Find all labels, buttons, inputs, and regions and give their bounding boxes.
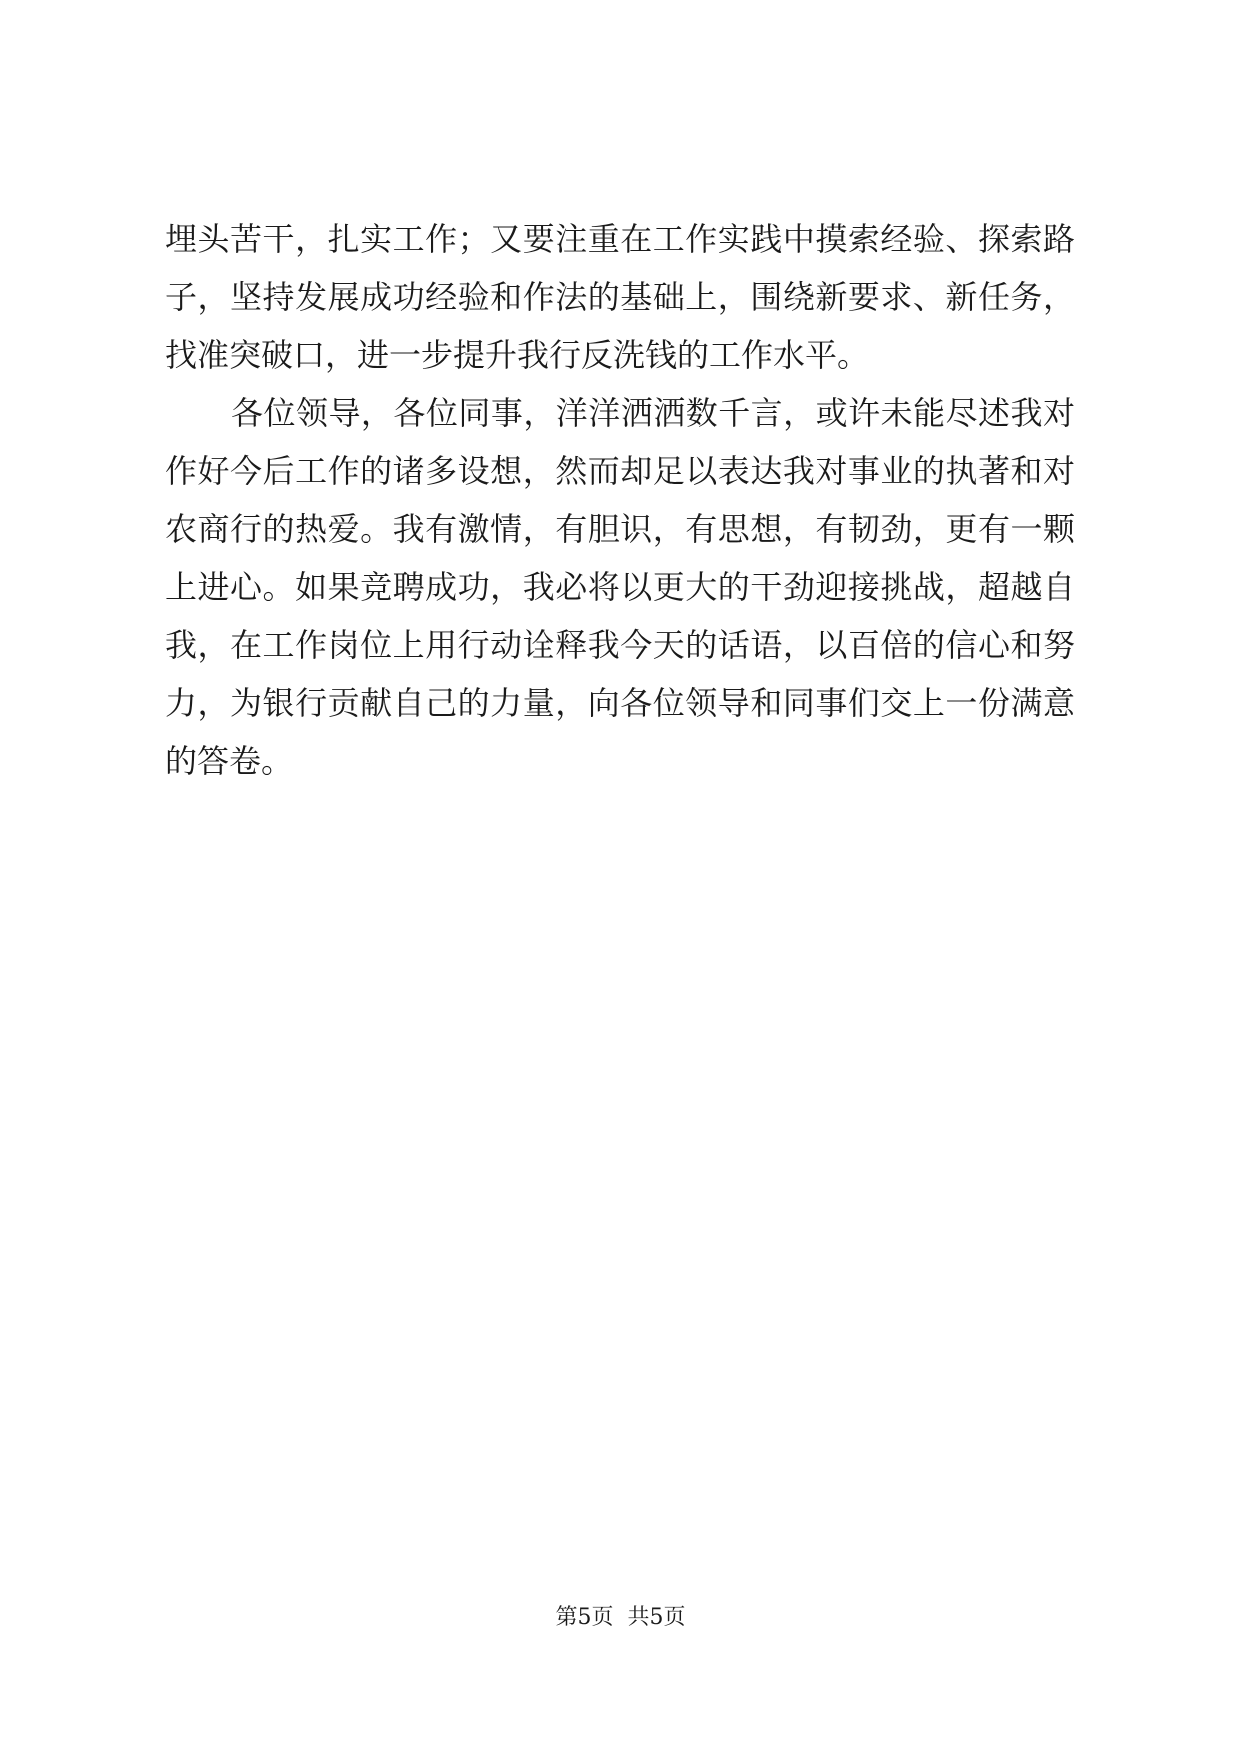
text-line: 我，在工作岗位上用行动诠释我今天的话语，以百倍的信心和努 (165, 626, 1075, 664)
paragraph-first-line: 各位领导，各位同事，洋洋洒洒数千言，或许未能尽述我对 (231, 394, 1075, 432)
text-line: 上进心。如果竞聘成功，我必将以更大的干劲迎接挑战，超越自 (165, 568, 1075, 606)
page-number-total: 共5页 (627, 1605, 686, 1630)
text-line: 子，坚持发展成功经验和作法的基础上，围绕新要求、新任务， (165, 278, 1075, 316)
text-line: 力，为银行贡献自己的力量，向各位领导和同事们交上一份满意 (165, 684, 1075, 722)
document-body (165, 210, 1075, 790)
text-line: 作好今后工作的诸多设想，然而却足以表达我对事业的执著和对 (165, 452, 1075, 490)
text-line: 的答卷。 (165, 742, 294, 780)
text-line: 农商行的热爱。我有激情，有胆识，有思想，有韧劲，更有一颗 (165, 510, 1075, 548)
text-line: 埋头苦干，扎实工作；又要注重在工作实践中摸索经验、探索路 (165, 220, 1075, 258)
text-line: 找准突破口，进一步提升我行反洗钱的工作水平。 (165, 336, 870, 374)
page-footer (0, 1603, 1241, 1633)
page-number-current: 第5页 (555, 1605, 614, 1630)
